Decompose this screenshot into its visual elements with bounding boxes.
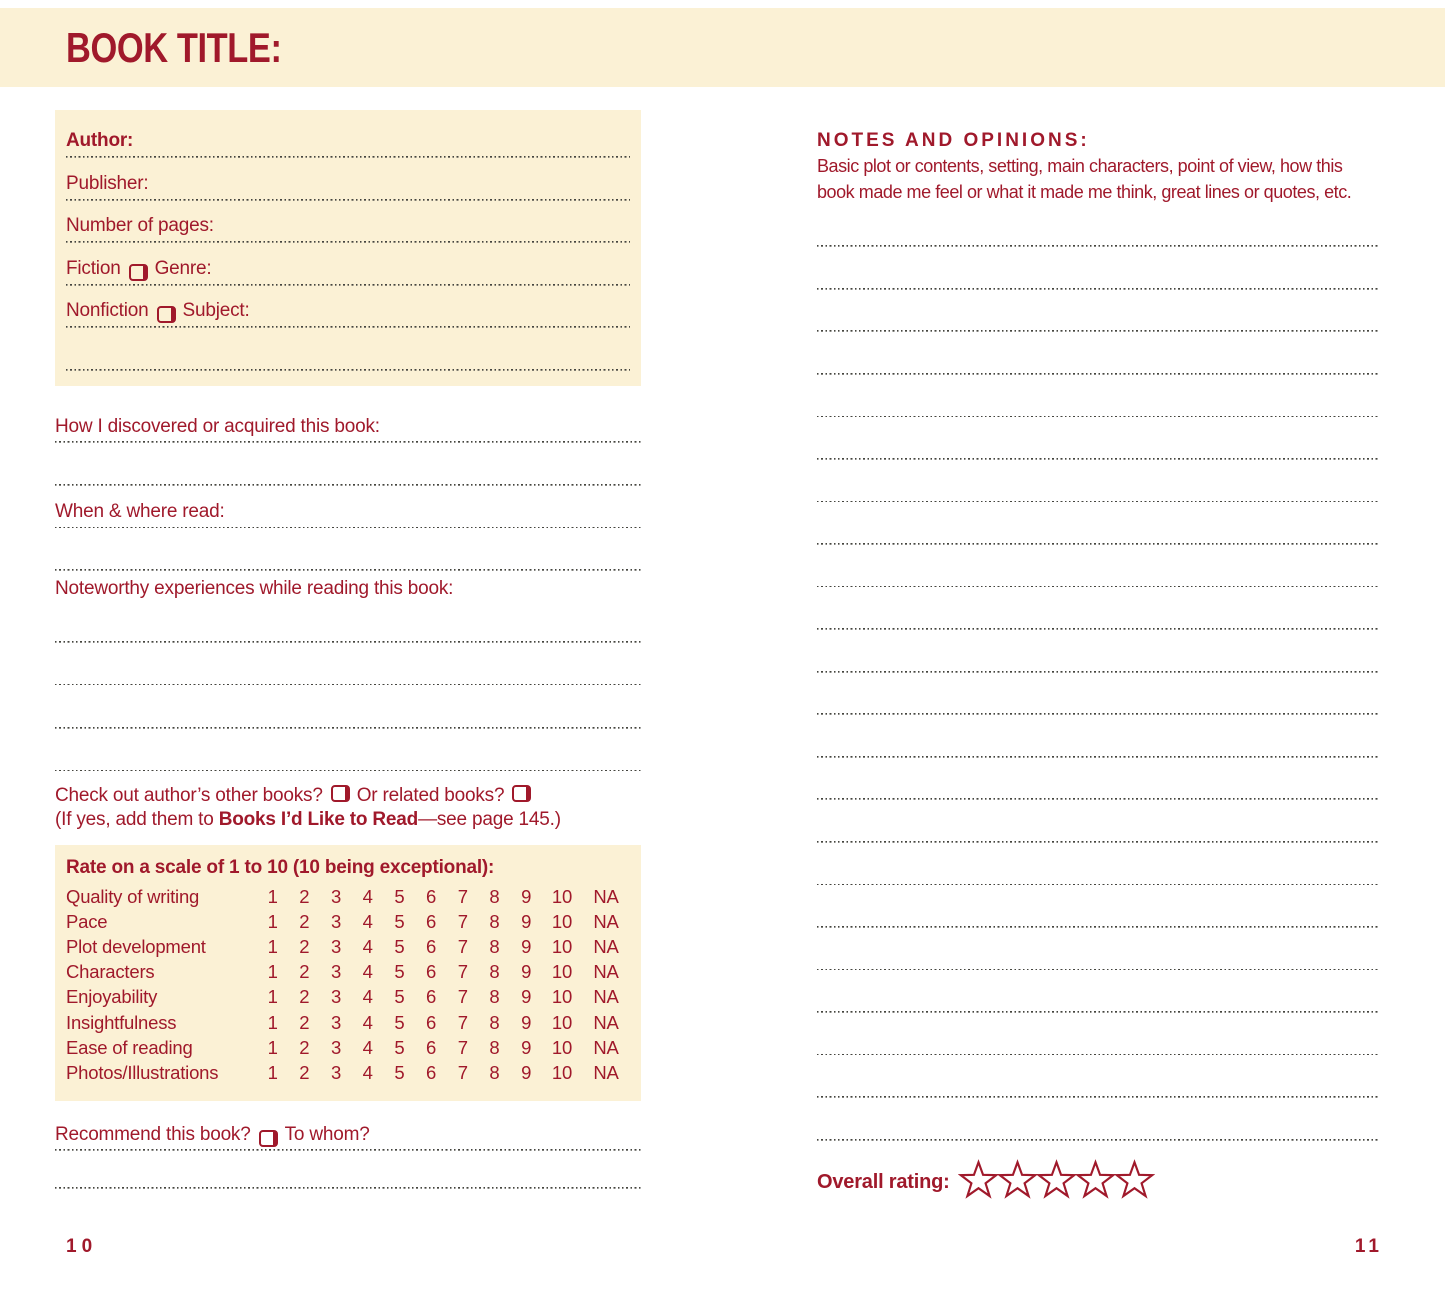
rating-option[interactable]: 3 [330,1036,342,1058]
rating-option[interactable]: 2 [299,910,310,932]
rating-option[interactable]: 6 [426,961,437,983]
rating-criterion-label: Insightfulness [66,1011,177,1033]
rating-option[interactable]: 4 [362,986,373,1008]
ruled-line[interactable] [817,587,1378,630]
field-label: Publisher: [66,172,149,194]
checkbox-icon[interactable] [157,306,176,323]
rating-row [66,884,630,909]
rating-option[interactable]: 6 [426,935,437,957]
rating-option[interactable]: 4 [362,961,373,983]
rating-option[interactable]: 4 [362,1061,373,1083]
rating-option[interactable]: 6 [426,986,437,1008]
rating-option[interactable]: 6 [426,910,437,932]
field-label: Subject: [182,300,250,321]
rating-option[interactable]: 5 [394,1011,405,1033]
rating-option[interactable]: 7 [457,935,468,957]
rating-option[interactable]: 5 [394,885,405,907]
right-page-number: 11 [1354,1236,1383,1257]
page-title-text: BOOK TITLE: [66,24,282,71]
rating-criterion-label: Plot development [66,935,206,957]
rating-option[interactable]: 9 [521,935,532,957]
ruled-line[interactable] [817,928,1378,971]
rating-option[interactable]: 6 [426,1036,437,1058]
recommend-question: Recommend this book? [55,1124,251,1145]
checkout-note-bold: Books I’d Like to Read [218,808,419,830]
recommend-suffix: To whom? [284,1124,370,1145]
notes-description: Basic plot or contents, setting, main characters, point of view, how this book made me feel or what it made me think, great lines or quotes, etc. [817,156,1352,202]
left-page-number: 10 [66,1236,98,1257]
book-title-banner [0,8,1445,87]
rating-option[interactable]: 10 [551,986,573,1008]
checkout-question-2: Or related books? [356,785,505,807]
rating-option[interactable]: 3 [330,885,342,907]
rating-option[interactable]: 5 [394,986,405,1008]
rating-option[interactable]: 4 [362,935,373,957]
rating-criterion-label: Quality of writing [66,885,200,907]
info-field-row[interactable] [66,201,630,244]
rating-option[interactable]: 8 [489,961,500,983]
rating-option[interactable]: 7 [457,961,468,983]
rating-option[interactable]: 2 [299,986,310,1008]
rating-option[interactable]: 8 [489,1036,500,1058]
rating-option[interactable]: 2 [299,885,310,907]
rating-option[interactable]: 10 [551,1036,573,1058]
checkbox-icon[interactable] [512,785,531,802]
rating-option[interactable]: 8 [489,885,500,907]
star-icon[interactable] [1114,1158,1155,1202]
checkout-section [55,784,641,831]
rating-option[interactable]: 10 [551,1011,573,1033]
book-info-fields [66,110,630,371]
rating-option[interactable]: 1 [267,986,278,1008]
book-info-box [55,110,641,386]
rating-option[interactable]: NA [593,986,619,1008]
checkout-question-row [55,784,641,808]
rating-option[interactable]: 2 [299,1011,310,1033]
recommend-section [55,1112,641,1189]
checkout-note-row [55,808,641,832]
ruled-line[interactable] [817,205,1378,248]
rating-option[interactable]: 4 [362,1036,373,1058]
star-icon[interactable] [997,1158,1038,1202]
rating-option[interactable]: NA [593,910,619,932]
rating-option[interactable]: 1 [267,1061,278,1083]
overall-rating-row [817,1158,1153,1207]
rating-option[interactable]: 7 [457,1011,468,1033]
rating-option[interactable]: 3 [330,910,342,932]
rating-option[interactable]: 3 [330,935,342,957]
rating-option[interactable]: 7 [457,986,468,1008]
ruled-line[interactable] [817,843,1378,886]
rating-option[interactable]: 7 [457,1036,468,1058]
rating-option[interactable]: NA [593,1061,619,1083]
info-field-row[interactable] [66,328,630,371]
rating-option[interactable]: NA [593,961,619,983]
rating-option[interactable]: 1 [267,1036,278,1058]
rating-option[interactable]: 8 [489,1061,500,1083]
rating-option[interactable]: NA [593,1011,619,1033]
ruled-line[interactable] [817,630,1378,673]
checkbox-icon[interactable] [331,785,350,802]
rating-option[interactable]: 9 [521,986,532,1008]
field-label: Author: [66,130,134,151]
info-field-row[interactable] [66,286,630,329]
notes-heading: NOTES AND OPINIONS: [817,130,1090,151]
when-where-field[interactable] [55,486,641,529]
noteworthy-label: Noteworthy experiences while reading this book: [55,577,454,599]
rating-option[interactable]: 9 [521,885,532,907]
field-label: Number of pages: [66,215,214,236]
rating-option[interactable]: 3 [330,1061,342,1083]
page-title [0,8,1445,87]
rating-row [66,960,630,985]
info-field-row[interactable] [66,243,630,286]
rating-option[interactable]: 1 [267,961,278,983]
ruled-line[interactable] [817,247,1378,290]
rating-option[interactable]: 7 [457,885,468,907]
ruled-line[interactable] [817,1055,1378,1098]
rating-option[interactable]: 5 [394,910,405,932]
rating-criterion-label: Ease of reading [66,1036,193,1058]
ruled-line[interactable] [817,460,1378,503]
rating-row [66,1060,630,1085]
rating-option[interactable]: 7 [457,910,468,932]
rating-option[interactable]: 5 [394,1036,405,1058]
rating-option[interactable]: NA [593,1036,619,1058]
rating-option[interactable]: NA [593,885,619,907]
middle-fields [55,400,641,831]
ruled-line[interactable] [55,443,641,486]
rating-option[interactable]: 5 [394,935,405,957]
field-label: Fiction [66,257,121,279]
ruled-line[interactable] [817,885,1378,928]
star-icon[interactable] [958,1158,999,1202]
field-label: Nonfiction [66,300,149,321]
info-field-row[interactable] [66,158,630,201]
rating-option[interactable]: 3 [330,1011,342,1033]
ruled-line[interactable] [817,673,1378,716]
ruled-line[interactable] [817,375,1378,418]
ruled-line[interactable] [55,603,641,643]
rating-option[interactable]: 10 [551,935,573,957]
rating-box [55,845,641,1101]
rating-option[interactable]: 9 [521,910,532,932]
overall-stars [958,1158,1153,1207]
ruled-line[interactable] [817,800,1378,843]
ruled-line[interactable] [817,417,1378,460]
rating-option[interactable]: 9 [521,1036,532,1058]
rating-row [66,934,630,959]
rating-option[interactable]: 5 [394,961,405,983]
rating-option[interactable]: 6 [426,885,437,907]
rating-option[interactable]: 10 [551,885,573,907]
rating-option[interactable]: 4 [362,1011,373,1033]
rating-option[interactable]: 8 [489,935,500,957]
ruled-line[interactable] [817,332,1378,375]
rating-option[interactable]: 9 [521,961,532,983]
ruled-line[interactable] [817,1098,1378,1141]
rating-option[interactable]: 8 [489,1011,500,1033]
rating-row [66,909,630,934]
rating-option[interactable]: 10 [551,1061,573,1083]
ruled-line[interactable] [55,528,641,571]
when-where-label: When & where read: [55,501,225,523]
rating-option[interactable]: 4 [362,885,373,907]
rating-option[interactable]: 2 [299,1036,310,1058]
rating-option[interactable]: 1 [267,885,278,907]
ruled-line[interactable] [55,729,641,772]
checkbox-icon[interactable] [259,1130,278,1147]
rating-option[interactable]: 6 [426,1061,437,1083]
overall-rating-label: Overall rating: [817,1171,950,1193]
ruled-line[interactable] [55,685,641,728]
rating-option[interactable]: 4 [362,910,373,932]
ruled-line[interactable] [817,502,1378,545]
rating-criterion-label: Characters [66,961,155,983]
ruled-line[interactable] [817,545,1378,588]
rating-table [66,884,630,1086]
rating-option[interactable]: 1 [267,1011,278,1033]
rating-option[interactable]: 2 [299,961,310,983]
checkout-note-suffix: —see page 145.) [418,808,561,830]
ruled-line[interactable] [817,970,1378,1013]
rating-option[interactable]: 10 [551,910,573,932]
ruled-line[interactable] [817,715,1378,758]
star-icon[interactable] [1075,1158,1116,1202]
rating-option[interactable]: 8 [489,910,500,932]
ruled-line[interactable] [55,643,641,686]
discovered-label: How I discovered or acquired this book: [55,416,380,437]
rating-option[interactable]: 5 [394,1061,405,1083]
rating-option[interactable]: 2 [299,935,310,957]
ruled-line[interactable] [817,758,1378,801]
ruled-line[interactable] [817,1013,1378,1056]
rating-option[interactable]: NA [593,935,619,957]
rating-criterion-label: Pace [66,910,108,932]
discovered-field[interactable] [55,400,641,443]
rating-option[interactable]: 9 [521,1011,532,1033]
rating-option[interactable]: 2 [299,1061,310,1083]
rating-option[interactable]: 1 [267,935,278,957]
rating-row [66,1035,630,1060]
ruled-line[interactable] [55,1151,641,1189]
rating-option[interactable]: 3 [330,961,342,983]
notes-lines [817,205,1378,1141]
rating-option[interactable]: 7 [457,1061,468,1083]
field-label: Genre: [154,257,212,279]
rating-row [66,1010,630,1035]
checkout-note-prefix: (If yes, add them to [55,808,219,830]
star-icon[interactable] [1036,1158,1077,1202]
rating-option[interactable]: 10 [551,961,573,983]
rating-row [66,985,630,1010]
rating-criterion-label: Photos/Illustrations [66,1061,219,1083]
rating-criterion-label: Enjoyability [66,986,158,1008]
recommend-field[interactable] [55,1112,641,1151]
ruled-line[interactable] [817,290,1378,333]
rating-title: Rate on a scale of 1 to 10 (10 being exceptional): [66,857,495,878]
checkbox-icon[interactable] [129,264,148,281]
rating-option[interactable]: 3 [330,986,342,1008]
rating-option[interactable]: 1 [267,910,278,932]
info-field-row[interactable] [66,110,630,158]
rating-option[interactable]: 8 [489,986,500,1008]
checkout-question-1: Check out author’s other books? [55,785,323,807]
rating-option[interactable]: 6 [426,1011,437,1033]
rating-option[interactable]: 9 [521,1061,532,1083]
